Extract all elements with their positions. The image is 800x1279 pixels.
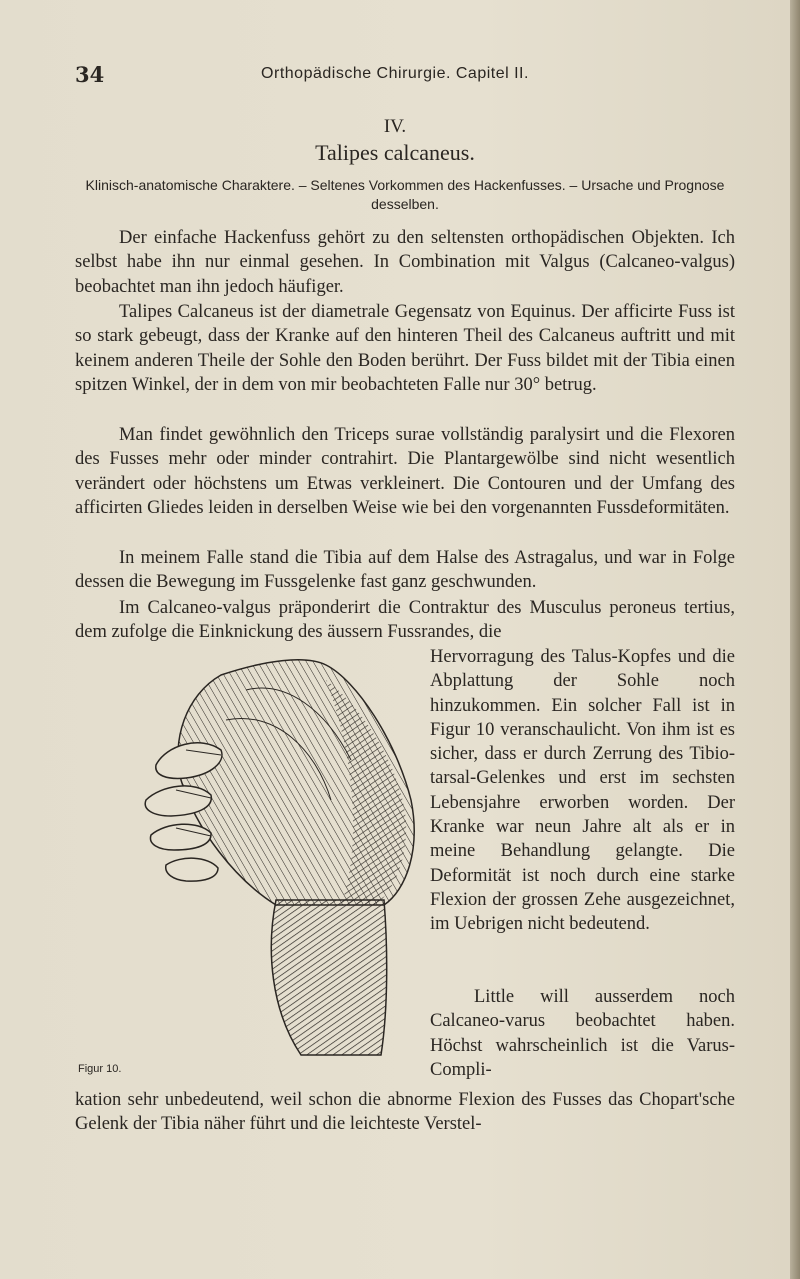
paragraph-continuation: kation sehr unbedeutend, weil schon die abnorme Flexion des Fusses das Chopart'sche Gelenk der Tibia näher führt und die leichteste Verstel-	[75, 1090, 735, 1135]
page-header	[75, 62, 715, 92]
foot-engraving	[126, 650, 426, 1070]
figure-caption: Figur 10.	[78, 1063, 122, 1075]
wrapped-text-2: Little will ausserdem noch Calcaneo-varus beobachtet haben. Höchst wahrscheinlich ist die Varus-Compli-	[430, 987, 735, 1080]
running-head: Orthopädische Chirurgie. Capitel II.	[261, 65, 529, 82]
paragraph-2: Talipes Calcaneus ist der diametrale Gegensatz von Equinus. Der afficirte Fuss ist so stark gebeugt, dass der Kranke auf den hinteren Theil des Calcaneus auftritt und mit keinem anderen Theile der Sohle den Boden berührt. Der Fuss bildet mit der Tibia einen spitzen Winkel, der in dem von mir beobachteten Falle nur 30° betrug.	[75, 302, 735, 395]
section-subtitle: Klinisch-anatomische Charaktere. – Seltenes Vorkommen des Hackenfusses. – Ursache und Prognose desselben.	[85, 177, 725, 212]
paragraph-3: Man findet gewöhnlich den Triceps surae vollständig paralysirt und die Flexoren des Fusses mehr oder minder contrahirt. Die Plantargewölbe sind nicht wesentlich verändert oder höchstens um Etwas verkleinert. Die Contouren und der Umfang des afficirten Gliedes leiden in derselben Weise wie bei den vorgenannten Fussdeformitäten.	[75, 425, 735, 518]
page-edge	[790, 0, 800, 1279]
section-number: IV.	[383, 116, 407, 137]
paragraph-1: Der einfache Hackenfuss gehört zu den seltensten orthopädischen Objekten. Ich selbst habe ihn nur einmal gesehen. In Combination mit Valgus (Calcaneo-valgus) beobachtet man ihn jedoch häufiger.	[75, 228, 735, 297]
wrapped-text-1: Hervorragung des Talus-Kopfes und die Abplattung der Sohle noch hinzukommen. Ein solcher Fall ist in Figur 10 veranschaulicht. Von ihm ist es sicher, dass er durch Zerrung des Tibio-tarsal-Gelenkes und erst im sechsten Lebensjahre erworben worden. Der Kranke war neun Jahre alt als er in meine Behandlung gelangte. Die Deformität ist noch durch eine starke Flexion der grossen Zehe ausgezeichnet, im Uebrigen nicht bedeutend.	[430, 647, 735, 935]
page-number: 34	[75, 62, 105, 87]
section-title: Talipes calcaneus.	[315, 140, 475, 165]
paragraph-5: Im Calcaneo-valgus präponderirt die Contraktur des Musculus peroneus tertius, dem zufolge die Einknickung des äussern Fussrandes, die	[75, 598, 735, 643]
figure-foot-illustration	[126, 650, 426, 1070]
paragraph-4: In meinem Falle stand die Tibia auf dem Halse des Astragalus, und war in Folge dessen die Bewegung im Fussgelenke fast ganz geschwunden.	[75, 548, 735, 593]
